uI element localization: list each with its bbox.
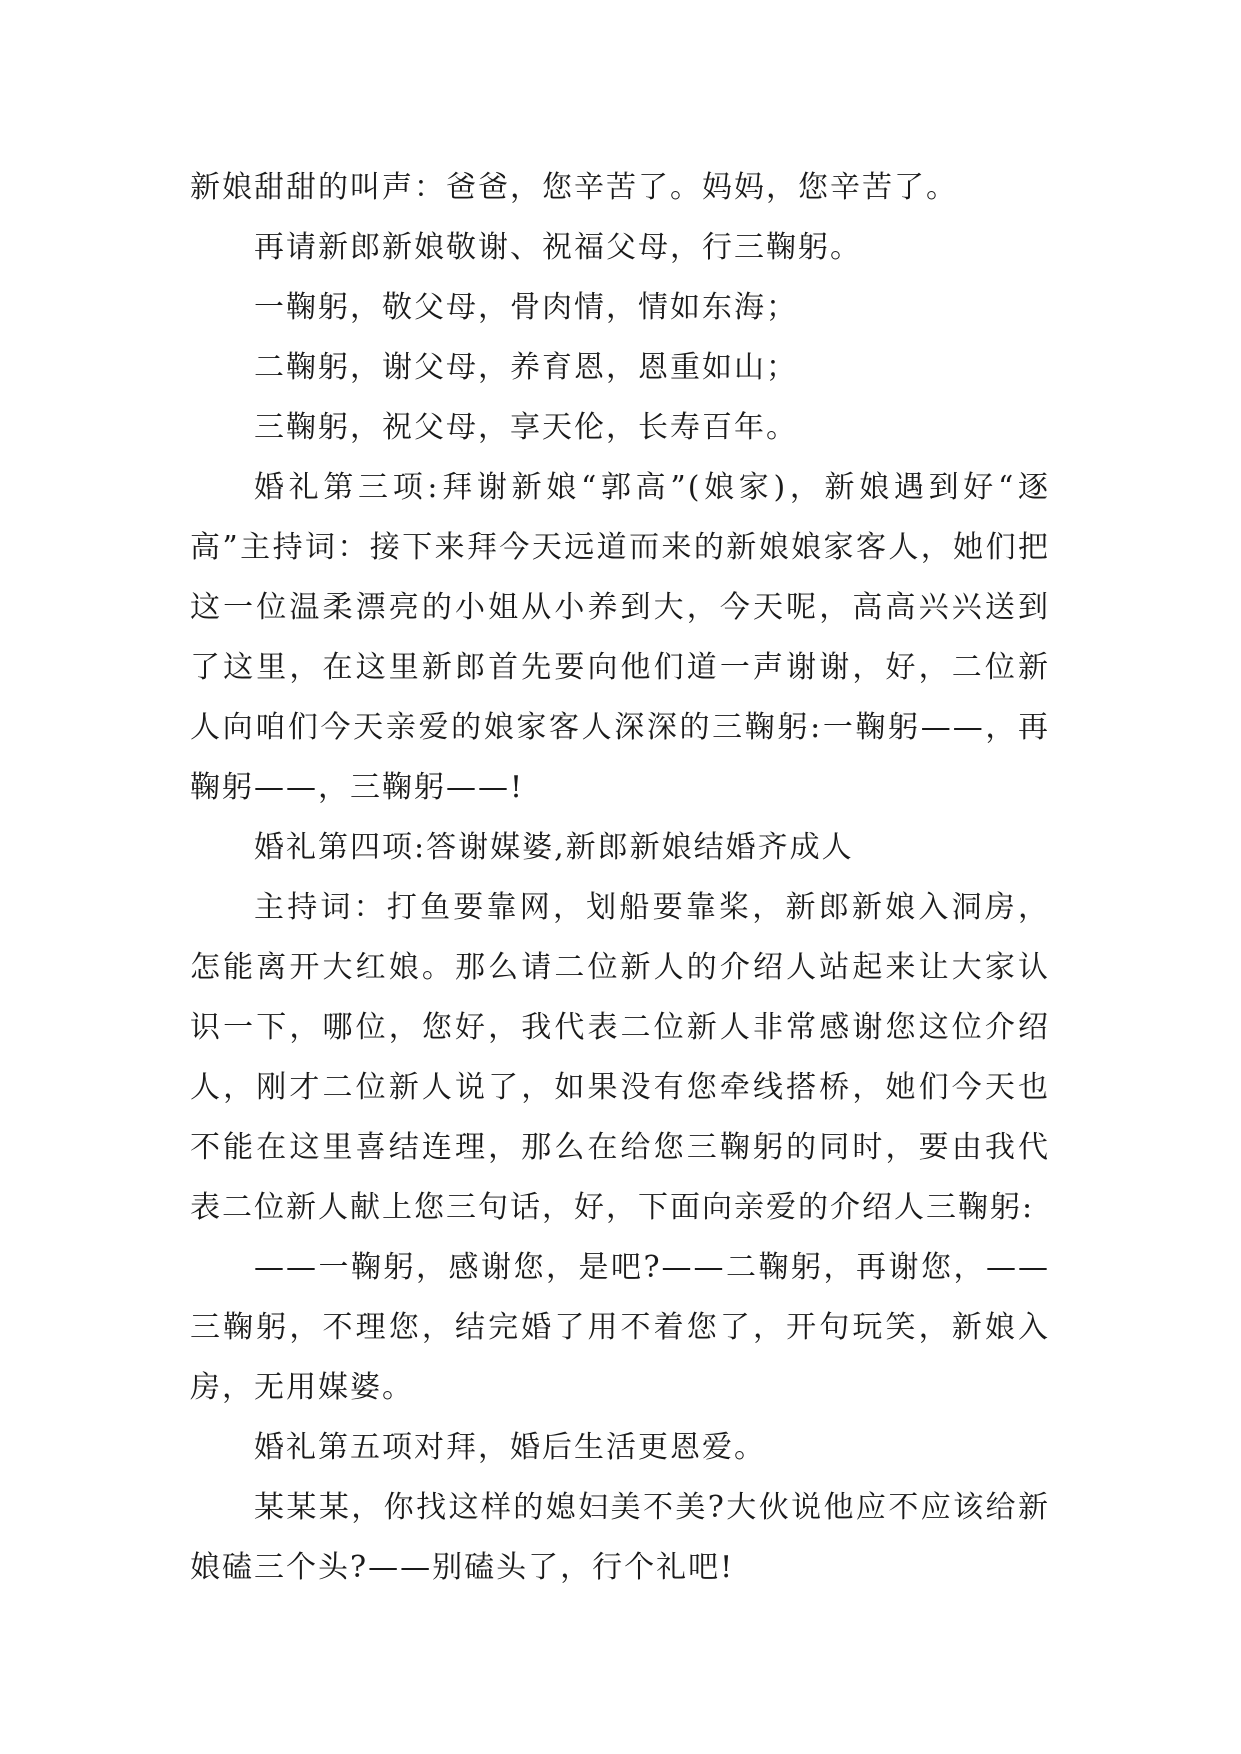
- paragraph-5: 三鞠躬，祝父母，享天伦，长寿百年。: [254, 410, 798, 445]
- paragraph-10: 婚礼第五项对拜，婚后生活更恩爱。: [254, 1430, 766, 1465]
- paragraph-6: 婚礼第三项:拜谢新娘“郭高”(娘家)，新娘遇到好“逐高”主持词：接下来拜今天远道而来的新娘娘家客人，她们把这一位温柔漂亮的小姐从小养到大，今天呢，高高兴兴送到了这里，在这里新郎首先要向他们道一声谢谢，好，二位新人向咱们今天亲爱的娘家客人深深的三鞠躬:一鞠躬——，再鞠躬——，三鞠躬——!: [190, 470, 1050, 805]
- paragraph-11: 某某某，你找这样的媳妇美不美?大伙说他应不应该给新娘磕三个头?——别磕头了，行个礼吧!: [190, 1490, 1050, 1585]
- paragraph-9: ——一鞠躬，感谢您，是吧?——二鞠躬，再谢您，——三鞠躬，不理您，结完婚了用不着您了，开句玩笑，新娘入房，无用媒婆。: [190, 1250, 1050, 1405]
- paragraph-2: 再请新郎新娘敬谢、祝福父母，行三鞠躬。: [254, 230, 862, 265]
- paragraph-7: 婚礼第四项:答谢媒婆,新郎新娘结婚齐成人: [254, 830, 854, 865]
- paragraph-8: 主持词：打鱼要靠网，划船要靠桨，新郎新娘入洞房，怎能离开大红娘。那么请二位新人的介绍人站起来让大家认识一下，哪位，您好，我代表二位新人非常感谢您这位介绍人，刚才二位新人说了，如果没有您牵线搭桥，她们今天也不能在这里喜结连理，那么在给您三鞠躬的同时，要由我代表二位新人献上您三句话，好，下面向亲爱的介绍人三鞠躬:: [190, 890, 1050, 1225]
- paragraph-3: 一鞠躬，敬父母，骨肉情，情如东海；: [254, 290, 798, 325]
- document-page: [190, 158, 1050, 1598]
- paragraph-4: 二鞠躬，谢父母，养育恩，恩重如山；: [254, 350, 798, 385]
- paragraph-1: 新娘甜甜的叫声：爸爸，您辛苦了。妈妈，您辛苦了。: [190, 170, 958, 205]
